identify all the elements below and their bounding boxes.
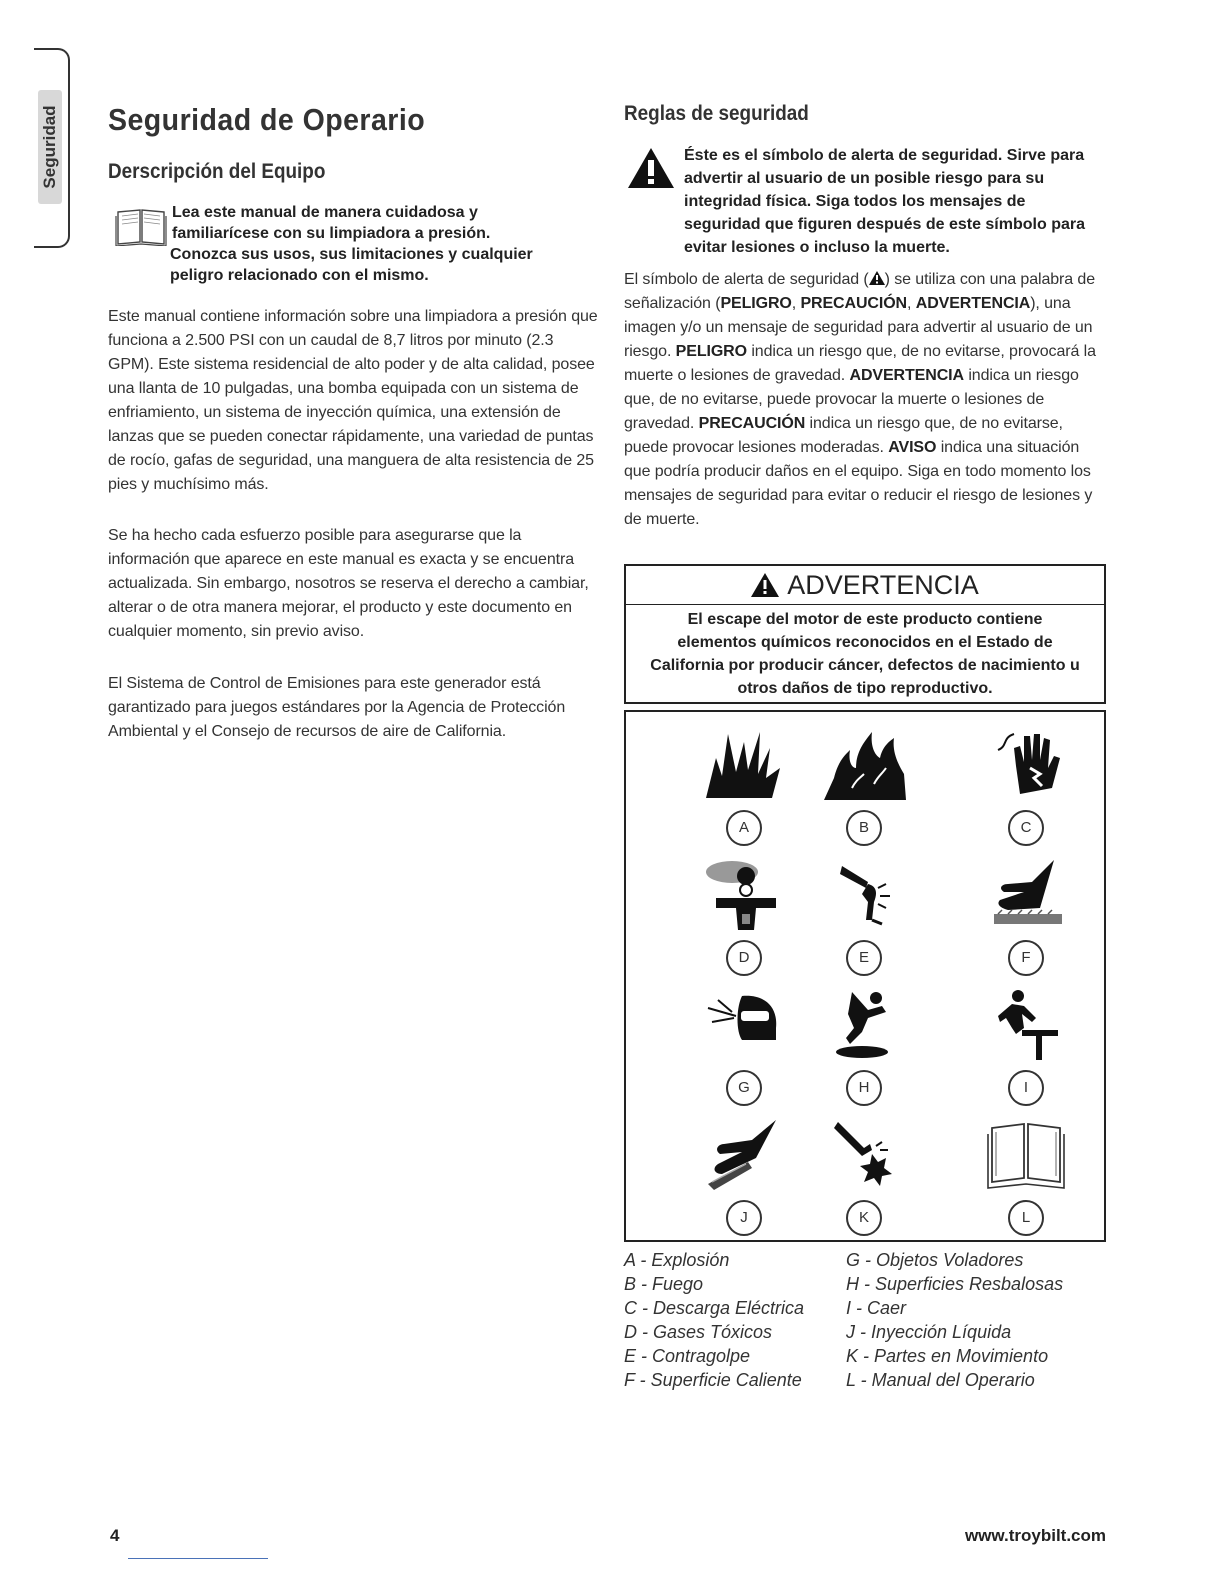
legend-item: H - Superficies Resbalosas bbox=[846, 1274, 1064, 1294]
hazard-icons-panel bbox=[624, 710, 1106, 1242]
operator-manual-icon bbox=[984, 1118, 1068, 1190]
fire-icon bbox=[822, 728, 906, 800]
legend-item: I - Caer bbox=[846, 1298, 907, 1318]
hazard-g bbox=[684, 988, 804, 1116]
signal-word-danger: PELIGRO bbox=[720, 295, 792, 312]
hazard-l bbox=[966, 1118, 1086, 1246]
safety-alert-inline-icon bbox=[869, 271, 885, 285]
legend-item: C - Descarga Eléctrica bbox=[624, 1298, 805, 1318]
equipment-paragraph-3: El Sistema de Control de Emisiones para este generador está garantizado para juegos estándares por la Agencia de Protección Ambiental y el Consejo de recursos de aire de California. bbox=[108, 675, 566, 740]
moving-parts-icon bbox=[822, 1118, 906, 1190]
slippery-surface-icon bbox=[822, 988, 906, 1060]
note-line-4: peligro relacionado con el mismo. bbox=[170, 267, 429, 284]
equipment-paragraph-1: Este manual contiene información sobre una limpiadora a presión que funciona a 2.500 PSI con un caudal de 8,7 litros por minuto (2.3 GPM). Este sistema residencial de alto poder y de alta calidad, posee una llanta de 10 pulgadas, una bomba equipada con un sistema de enfriamiento, un sistema de inyección química, una extensión de lanzas que se pueden conectar rápidamente, una variedad de puntas de rocío, gafas de seguridad, una manguera de alta resistencia de 25 pies y muchísimo más. bbox=[108, 308, 598, 493]
hazard-letter-a: A bbox=[726, 810, 762, 846]
hazard-c bbox=[966, 728, 1086, 856]
flying-objects-icon bbox=[702, 988, 786, 1060]
kickback-icon bbox=[822, 858, 906, 930]
hazard-d bbox=[684, 858, 804, 986]
fall-icon bbox=[984, 988, 1068, 1060]
hazard-h bbox=[804, 988, 924, 1116]
equipment-paragraph-2: Se ha hecho cada esfuerzo posible para asegurarse que la información que aparece en este manual es exacta y se encuentra actualizada. Sin embargo, nosotros se reserva el derecho a cambiar, alterar o de otra manera mejorar, el producto y este documento en cualquier momento, sin previo aviso. bbox=[108, 527, 589, 640]
manual-book-icon bbox=[114, 206, 168, 246]
warning-header bbox=[626, 566, 1104, 605]
hazard-f bbox=[966, 858, 1086, 986]
hazard-letter-k: K bbox=[846, 1200, 882, 1236]
note-line-2: familiarícese con su limpiadora a presión. bbox=[172, 225, 491, 242]
hazard-letter-f: F bbox=[1008, 940, 1044, 976]
hazard-a bbox=[684, 728, 804, 856]
electric-shock-icon bbox=[984, 728, 1068, 800]
note-line-3: Conozca sus usos, sus limitaciones y cualquier bbox=[170, 246, 533, 263]
hazard-letter-j: J bbox=[726, 1200, 762, 1236]
warning-body: El escape del motor de este producto contiene elementos químicos reconocidos en el Estado de California por producir cáncer, defectos de nacimiento u otros daños de tipo reproductivo. bbox=[650, 611, 1080, 697]
website-link[interactable]: www.troybilt.com bbox=[964, 1526, 1106, 1545]
explosion-icon bbox=[702, 728, 782, 798]
hazard-letter-c: C bbox=[1008, 810, 1044, 846]
hazard-letter-d: D bbox=[726, 940, 762, 976]
legend-item: L - Manual del Operario bbox=[846, 1370, 1035, 1390]
hazard-letter-i: I bbox=[1008, 1070, 1044, 1106]
legend-item: A - Explosión bbox=[624, 1250, 730, 1270]
hazard-b bbox=[804, 728, 924, 856]
warning-title: ADVERTENCIA bbox=[787, 570, 979, 600]
page-number: 4 bbox=[110, 1526, 120, 1545]
footer-rule bbox=[128, 1558, 268, 1559]
hazard-i bbox=[966, 988, 1086, 1116]
legend-item: B - Fuego bbox=[624, 1274, 704, 1294]
signal-word-warning: ADVERTENCIA bbox=[915, 295, 1031, 312]
hazard-letter-e: E bbox=[846, 940, 882, 976]
hazard-j bbox=[684, 1118, 804, 1246]
legend-item: D - Gases Tóxicos bbox=[624, 1322, 773, 1342]
note-line-1: Lea este manual de manera cuidadosa y bbox=[172, 204, 478, 221]
side-tab-marker bbox=[38, 90, 62, 204]
signal-word-caution: PRECAUCIÓN bbox=[800, 295, 908, 312]
fluid-injection-icon bbox=[702, 1118, 786, 1190]
hazard-legend-right bbox=[846, 1248, 1063, 1392]
hazard-e bbox=[804, 858, 924, 986]
signal-word-paragraph: El símbolo de alerta de seguridad ( ) se utiliza con una palabra de señalización (PELIGRO, PRECAUCIÓN, ADVERTENCIA), una imagen y/o un mensaje de seguridad para advertir al usuario de un riesgo. PELIGRO indica un riesgo que, de no evitarse, provocará la muerte o lesiones de gravedad. ADVERTENCIA indica un riesgo que, de no evitarse, puede provocar la muerte o lesiones de gravedad. PRECAUCIÓN indica un riesgo que, de no evitarse, puede provocar lesiones moderadas. AVISO indica una situación que podría producir daños en el equipo. Siga en todo momento los mensajes de seguridad para evitar o reducir el riesgo de lesiones y de muerte. bbox=[624, 271, 1096, 528]
legend-item: E - Contragolpe bbox=[624, 1346, 751, 1366]
warning-alert-icon bbox=[751, 573, 779, 597]
hazard-k bbox=[804, 1118, 924, 1246]
toxic-fumes-icon bbox=[702, 858, 786, 930]
page-title: Seguridad de Operario bbox=[108, 102, 426, 137]
hot-surface-icon bbox=[984, 858, 1068, 930]
equipment-heading: Derscripción del Equipo bbox=[108, 160, 326, 183]
hazard-letter-l: L bbox=[1008, 1200, 1044, 1236]
legend-item: K - Partes en Movimiento bbox=[846, 1346, 1049, 1366]
warning-box bbox=[624, 564, 1106, 704]
safety-alert-icon bbox=[626, 146, 676, 190]
rules-heading: Reglas de seguridad bbox=[624, 102, 809, 125]
legend-item: G - Objetos Voladores bbox=[846, 1250, 1024, 1270]
section-side-tab bbox=[34, 48, 70, 248]
hazard-letter-h: H bbox=[846, 1070, 882, 1106]
legend-item: F - Superficie Caliente bbox=[624, 1370, 802, 1390]
signal-word-notice: AVISO bbox=[888, 439, 937, 456]
safety-alert-text: Éste es el símbolo de alerta de seguridad. Sirve para advertir al usuario de un posible riesgo para su integridad física. Siga todos los mensajes de seguridad que figuren después de este símbolo para evitar lesiones o incluso la muerte. bbox=[684, 147, 1085, 256]
hazard-letter-b: B bbox=[846, 810, 882, 846]
hazard-legend-left bbox=[624, 1248, 804, 1392]
hazard-letter-g: G bbox=[726, 1070, 762, 1106]
safety-alert-statement bbox=[624, 144, 1104, 259]
manual-note bbox=[108, 202, 598, 286]
legend-item: J - Inyección Líquida bbox=[846, 1322, 1012, 1342]
side-tab-label: Seguridad bbox=[40, 105, 59, 189]
